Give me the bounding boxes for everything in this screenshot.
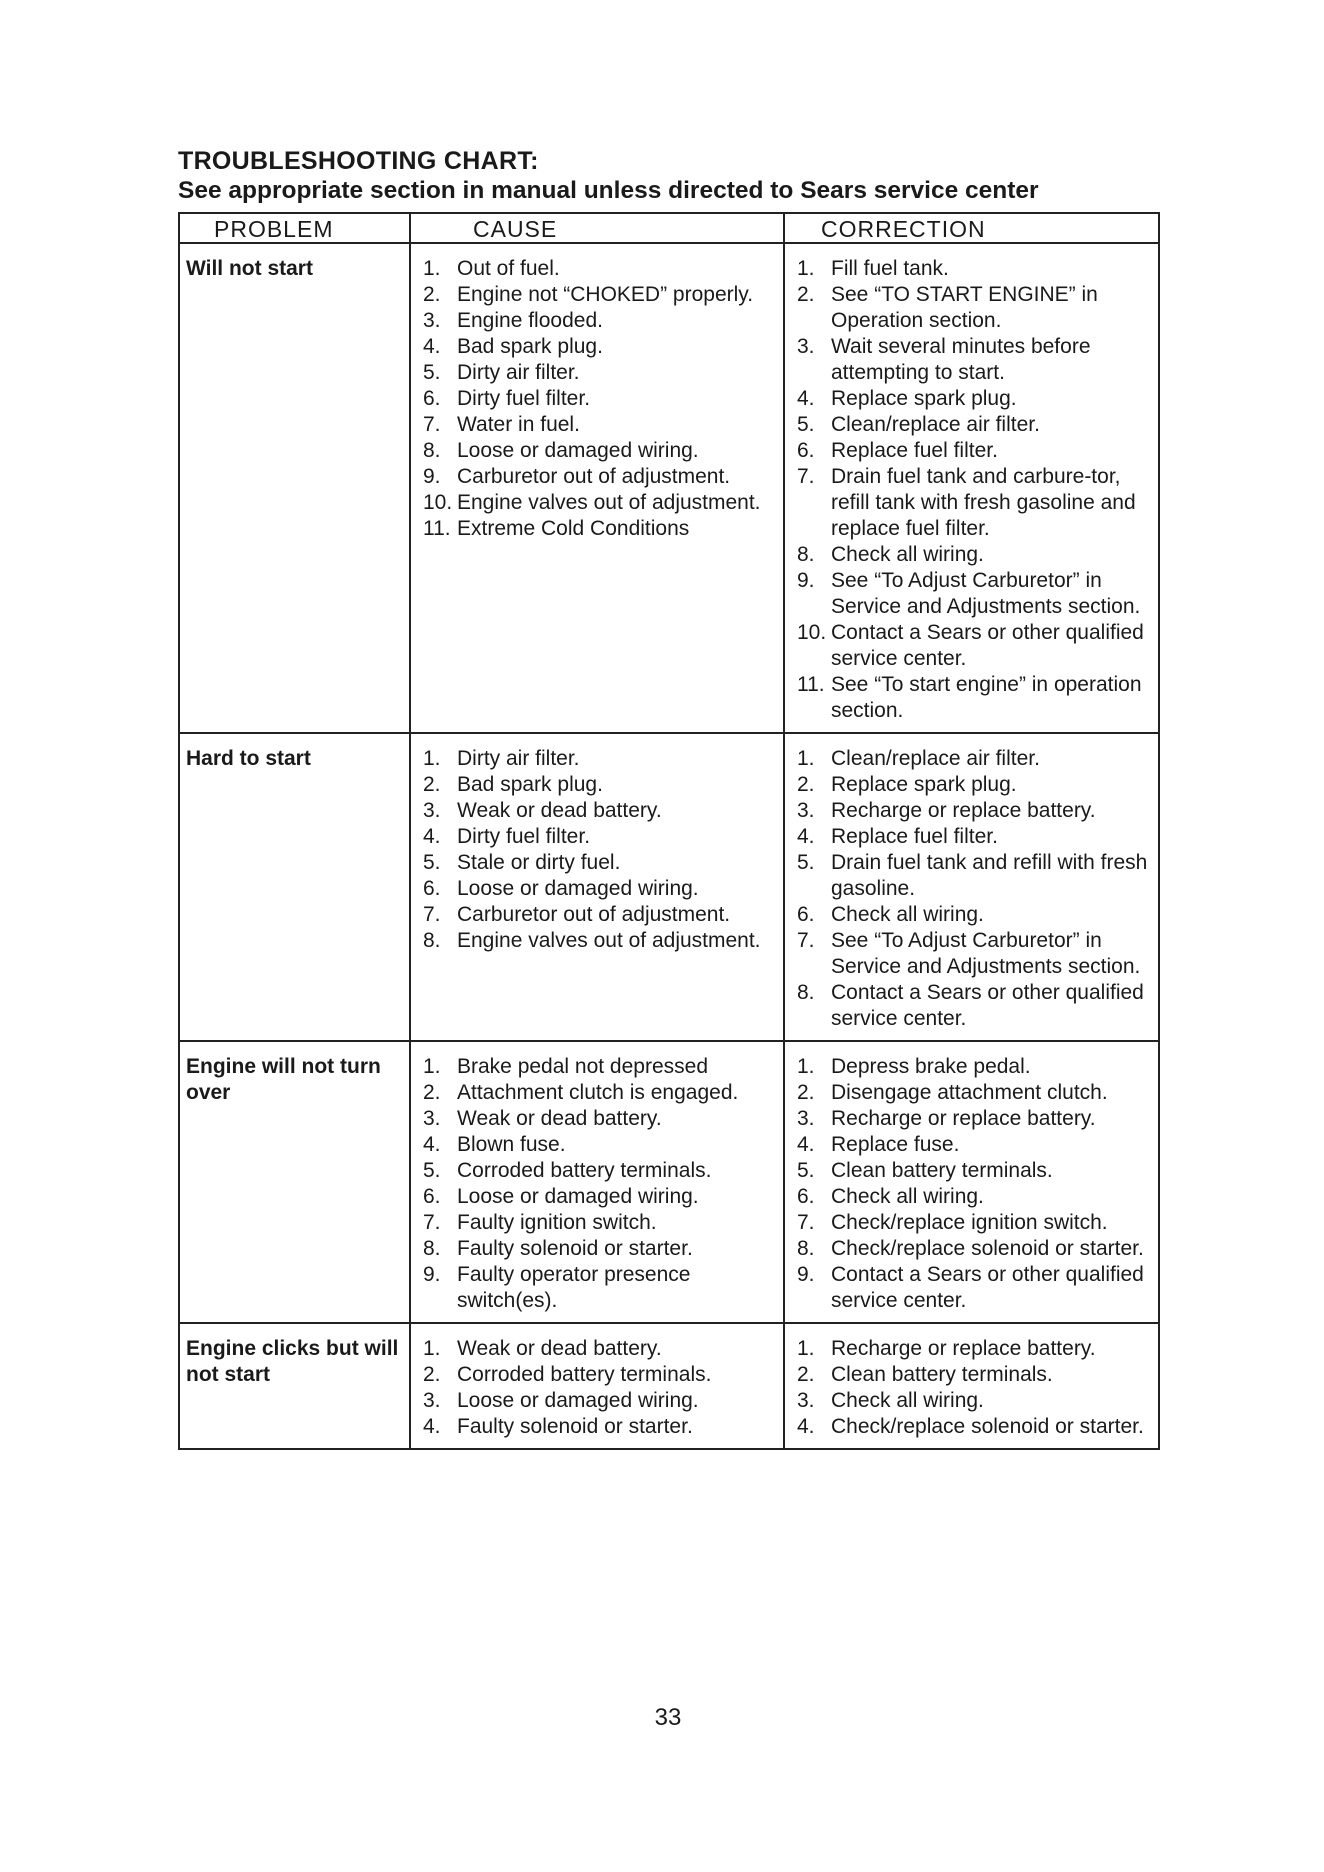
cause-text: Engine valves out of adjustment.	[457, 491, 761, 514]
cause-text: Water in fuel.	[457, 413, 580, 436]
cause-text: Brake pedal not depressed	[457, 1055, 709, 1078]
cause-item	[417, 1184, 777, 1210]
cause-list	[417, 746, 777, 954]
cause-item	[417, 438, 777, 464]
cause-text: Dirty air filter.	[457, 747, 580, 770]
item-number: 7.	[797, 929, 815, 952]
item-number: 7.	[423, 413, 441, 436]
cause-item	[417, 1414, 777, 1440]
cause-text: Corroded battery terminals.	[457, 1363, 712, 1386]
item-number: 8.	[797, 981, 815, 1004]
item-number: 9.	[797, 1263, 815, 1286]
correction-text: Check all wiring.	[831, 903, 984, 926]
correction-item	[791, 1236, 1152, 1262]
table-row	[179, 243, 1159, 733]
item-number: 8.	[423, 1237, 441, 1260]
cause-text: Bad spark plug.	[457, 335, 603, 358]
cause-text: Corroded battery terminals.	[457, 1159, 712, 1182]
cause-item	[417, 334, 777, 360]
correction-cell	[784, 733, 1159, 1041]
cause-item	[417, 1236, 777, 1262]
item-number: 1.	[423, 1055, 441, 1078]
cause-text: Bad spark plug.	[457, 773, 603, 796]
cause-text: Engine not “CHOKED” properly.	[457, 283, 754, 306]
cause-cell	[410, 243, 784, 733]
item-number: 5.	[423, 361, 441, 384]
correction-item	[791, 1158, 1152, 1184]
correction-item	[791, 620, 1152, 672]
cause-text: Faulty operator presence switch(es).	[457, 1263, 691, 1312]
item-number: 7.	[423, 903, 441, 926]
cause-text: Faulty ignition switch.	[457, 1211, 657, 1234]
correction-item	[791, 412, 1152, 438]
item-number: 2.	[423, 773, 441, 796]
cause-text: Faulty solenoid or starter.	[457, 1415, 693, 1438]
item-number: 3.	[797, 335, 815, 358]
item-number: 10.	[797, 621, 827, 644]
table-row	[179, 733, 1159, 1041]
item-number: 8.	[423, 929, 441, 952]
item-number: 4.	[423, 1415, 441, 1438]
correction-text: Recharge or replace battery.	[831, 799, 1096, 822]
correction-text: Check/replace solenoid or starter.	[831, 1415, 1144, 1438]
correction-cell	[784, 243, 1159, 733]
item-number: 1.	[797, 747, 815, 770]
correction-item	[791, 438, 1152, 464]
cause-item	[417, 772, 777, 798]
correction-item	[791, 1388, 1152, 1414]
cause-item	[417, 1158, 777, 1184]
item-number: 5.	[797, 413, 815, 436]
correction-text: Contact a Sears or other qualified service center.	[831, 981, 1144, 1030]
cause-text: Attachment clutch is engaged.	[457, 1081, 739, 1104]
correction-item	[791, 282, 1152, 334]
column-header-problem: PROBLEM	[179, 213, 410, 243]
item-number: 8.	[423, 439, 441, 462]
problem-cell: Will not start	[179, 243, 410, 733]
cause-item	[417, 928, 777, 954]
cause-item	[417, 1080, 777, 1106]
correction-text: Contact a Sears or other qualified service center.	[831, 1263, 1144, 1312]
correction-item	[791, 746, 1152, 772]
correction-text: Clean battery terminals.	[831, 1159, 1053, 1182]
item-number: 5.	[797, 1159, 815, 1182]
cause-cell	[410, 1041, 784, 1323]
item-number: 11.	[423, 517, 451, 540]
item-number: 5.	[423, 1159, 441, 1182]
item-number: 1.	[423, 747, 441, 770]
item-number: 1.	[797, 1337, 815, 1360]
cause-item	[417, 282, 777, 308]
correction-item	[791, 464, 1152, 542]
correction-item	[791, 568, 1152, 620]
item-number: 8.	[797, 543, 815, 566]
correction-text: Clean/replace air filter.	[831, 413, 1040, 436]
correction-item	[791, 1132, 1152, 1158]
cause-item	[417, 798, 777, 824]
correction-text: Recharge or replace battery.	[831, 1107, 1096, 1130]
correction-list	[791, 746, 1152, 1032]
cause-text: Dirty fuel filter.	[457, 825, 591, 848]
cause-item	[417, 746, 777, 772]
correction-item	[791, 256, 1152, 282]
correction-text: See “To Adjust Carburetor” in Service and Adjustments section.	[831, 569, 1141, 618]
correction-item	[791, 1054, 1152, 1080]
item-number: 4.	[423, 335, 441, 358]
correction-text: Drain fuel tank and refill with fresh gasoline.	[831, 851, 1148, 900]
cause-item	[417, 490, 777, 516]
correction-item	[791, 1210, 1152, 1236]
item-number: 4.	[797, 1133, 815, 1156]
cause-text: Faulty solenoid or starter.	[457, 1237, 693, 1260]
item-number: 9.	[797, 569, 815, 592]
correction-item	[791, 542, 1152, 568]
correction-item	[791, 1262, 1152, 1314]
item-number: 7.	[797, 465, 815, 488]
cause-item	[417, 1106, 777, 1132]
item-number: 6.	[423, 1185, 441, 1208]
cause-item	[417, 902, 777, 928]
correction-text: Replace spark plug.	[831, 387, 1017, 410]
item-number: 4.	[797, 825, 815, 848]
correction-item	[791, 386, 1152, 412]
correction-text: Clean/replace air filter.	[831, 747, 1040, 770]
cause-item	[417, 412, 777, 438]
table-header-row	[179, 213, 1159, 243]
cause-text: Engine valves out of adjustment.	[457, 929, 761, 952]
item-number: 5.	[797, 851, 815, 874]
cause-item	[417, 1388, 777, 1414]
problem-cell: Engine clicks but will not start	[179, 1323, 410, 1449]
item-number: 6.	[797, 439, 815, 462]
column-header-cause: CAUSE	[410, 213, 784, 243]
correction-item	[791, 672, 1152, 724]
correction-text: Wait several minutes before attempting to start.	[831, 335, 1091, 384]
correction-cell	[784, 1041, 1159, 1323]
correction-cell	[784, 1323, 1159, 1449]
correction-text: Depress brake pedal.	[831, 1055, 1031, 1078]
correction-item	[791, 1184, 1152, 1210]
correction-text: Recharge or replace battery.	[831, 1337, 1096, 1360]
correction-text: Drain fuel tank and carbure-tor, refill tank with fresh gasoline and replace fuel filter.	[831, 465, 1136, 540]
correction-item	[791, 1362, 1152, 1388]
item-number: 3.	[423, 799, 441, 822]
cause-item	[417, 386, 777, 412]
correction-text: See “To start engine” in operation section.	[831, 673, 1142, 722]
item-number: 6.	[797, 1185, 815, 1208]
correction-text: Check/replace ignition switch.	[831, 1211, 1108, 1234]
cause-item	[417, 824, 777, 850]
correction-item	[791, 798, 1152, 824]
item-number: 10.	[423, 491, 453, 514]
item-number: 3.	[797, 799, 815, 822]
correction-text: Contact a Sears or other qualified service center.	[831, 621, 1144, 670]
correction-item	[791, 902, 1152, 928]
column-header-correction: CORRECTION	[784, 213, 1159, 243]
item-number: 3.	[423, 1107, 441, 1130]
chart-title: TROUBLESHOOTING CHART:	[178, 147, 539, 175]
problem-cell: Engine will not turn over	[179, 1041, 410, 1323]
correction-item	[791, 1414, 1152, 1440]
cause-text: Engine flooded.	[457, 309, 603, 332]
item-number: 9.	[423, 1263, 441, 1286]
cause-item	[417, 1362, 777, 1388]
correction-text: Check all wiring.	[831, 1185, 984, 1208]
correction-item	[791, 334, 1152, 386]
item-number: 7.	[797, 1211, 815, 1234]
cause-text: Blown fuse.	[457, 1133, 566, 1156]
item-number: 1.	[797, 1055, 815, 1078]
cause-text: Weak or dead battery.	[457, 799, 662, 822]
correction-text: Fill fuel tank.	[831, 257, 949, 280]
problem-cell: Hard to start	[179, 733, 410, 1041]
cause-item	[417, 1336, 777, 1362]
table-body	[179, 243, 1159, 1449]
item-number: 6.	[797, 903, 815, 926]
item-number: 6.	[423, 877, 441, 900]
correction-text: Replace fuse.	[831, 1133, 960, 1156]
correction-text: Check/replace solenoid or starter.	[831, 1237, 1144, 1260]
item-number: 3.	[423, 1389, 441, 1412]
cause-text: Loose or damaged wiring.	[457, 877, 699, 900]
item-number: 5.	[423, 851, 441, 874]
correction-text: Replace spark plug.	[831, 773, 1017, 796]
item-number: 3.	[423, 309, 441, 332]
item-number: 2.	[797, 1081, 815, 1104]
correction-item	[791, 1080, 1152, 1106]
item-number: 2.	[423, 1363, 441, 1386]
item-number: 4.	[423, 825, 441, 848]
correction-item	[791, 1106, 1152, 1132]
correction-item	[791, 980, 1152, 1032]
cause-item	[417, 1262, 777, 1314]
cause-item	[417, 256, 777, 282]
cause-item	[417, 360, 777, 386]
cause-item	[417, 1054, 777, 1080]
cause-text: Carburetor out of adjustment.	[457, 465, 731, 488]
cause-cell	[410, 1323, 784, 1449]
cause-text: Weak or dead battery.	[457, 1337, 662, 1360]
correction-text: Replace fuel filter.	[831, 825, 998, 848]
item-number: 2.	[797, 283, 815, 306]
correction-text: Check all wiring.	[831, 1389, 984, 1412]
item-number: 2.	[423, 1081, 441, 1104]
cause-text: Out of fuel.	[457, 257, 560, 280]
correction-text: See “TO START ENGINE” in Operation section.	[831, 283, 1098, 332]
correction-list	[791, 256, 1152, 724]
page-number: 33	[654, 1704, 682, 1731]
correction-list	[791, 1054, 1152, 1314]
cause-text: Stale or dirty fuel.	[457, 851, 621, 874]
chart-subtitle: See appropriate section in manual unless directed to Sears service center	[178, 177, 1039, 204]
correction-item	[791, 850, 1152, 902]
cause-text: Loose or damaged wiring.	[457, 1389, 699, 1412]
table-row	[179, 1323, 1159, 1449]
troubleshooting-table	[178, 212, 1160, 1450]
cause-item	[417, 308, 777, 334]
cause-text: Loose or damaged wiring.	[457, 1185, 699, 1208]
cause-item	[417, 1132, 777, 1158]
item-number: 4.	[797, 387, 815, 410]
cause-text: Dirty air filter.	[457, 361, 580, 384]
cause-text: Dirty fuel filter.	[457, 387, 591, 410]
correction-item	[791, 928, 1152, 980]
item-number: 9.	[423, 465, 441, 488]
correction-text: Check all wiring.	[831, 543, 984, 566]
item-number: 2.	[797, 1363, 815, 1386]
correction-text: Replace fuel filter.	[831, 439, 998, 462]
item-number: 7.	[423, 1211, 441, 1234]
cause-cell	[410, 733, 784, 1041]
item-number: 2.	[423, 283, 441, 306]
cause-text: Loose or damaged wiring.	[457, 439, 699, 462]
cause-list	[417, 1336, 777, 1440]
cause-text: Extreme Cold Conditions	[457, 517, 690, 540]
correction-item	[791, 1336, 1152, 1362]
item-number: 1.	[423, 1337, 441, 1360]
cause-item	[417, 464, 777, 490]
correction-item	[791, 772, 1152, 798]
correction-text: Disengage attachment clutch.	[831, 1081, 1108, 1104]
item-number: 8.	[797, 1237, 815, 1260]
cause-text: Carburetor out of adjustment.	[457, 903, 731, 926]
correction-list	[791, 1336, 1152, 1440]
item-number: 1.	[423, 257, 441, 280]
cause-item	[417, 516, 777, 542]
correction-text: Clean battery terminals.	[831, 1363, 1053, 1386]
table-row	[179, 1041, 1159, 1323]
item-number: 3.	[797, 1389, 815, 1412]
item-number: 2.	[797, 773, 815, 796]
correction-text: See “To Adjust Carburetor” in Service and Adjustments section.	[831, 929, 1141, 978]
item-number: 1.	[797, 257, 815, 280]
cause-list	[417, 256, 777, 542]
cause-item	[417, 876, 777, 902]
cause-list	[417, 1054, 777, 1314]
cause-item	[417, 850, 777, 876]
cause-item	[417, 1210, 777, 1236]
item-number: 3.	[797, 1107, 815, 1130]
item-number: 4.	[423, 1133, 441, 1156]
correction-item	[791, 824, 1152, 850]
item-number: 4.	[797, 1415, 815, 1438]
item-number: 11.	[797, 673, 825, 696]
manual-page	[178, 146, 1158, 1731]
item-number: 6.	[423, 387, 441, 410]
cause-text: Weak or dead battery.	[457, 1107, 662, 1130]
